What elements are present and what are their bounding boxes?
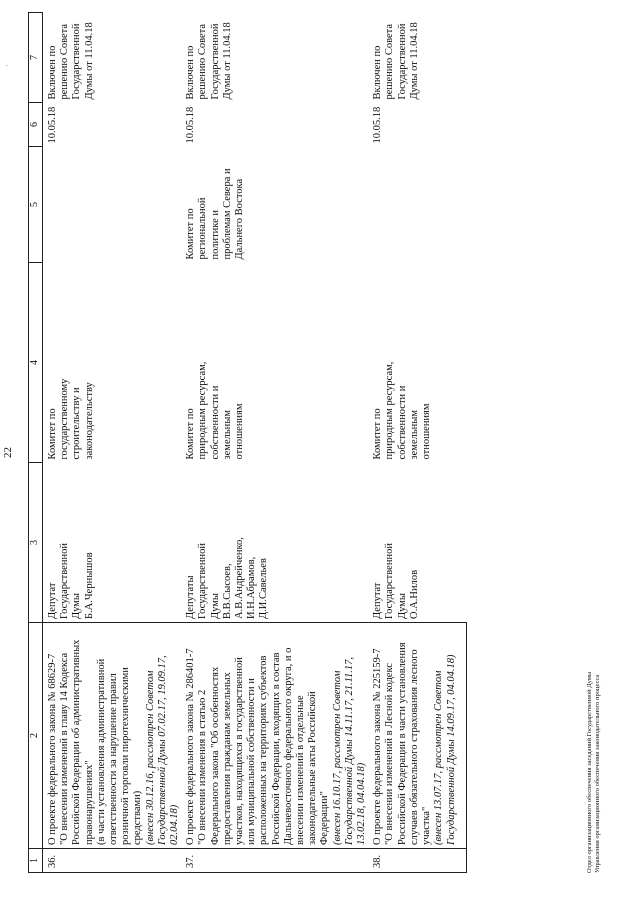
- decision-note-line: решению Совета: [197, 23, 209, 100]
- column-header: 2: [29, 623, 43, 849]
- responsible-committee-line: Комитет по: [185, 408, 197, 460]
- authors-line: Д.И.Савельев: [258, 558, 270, 619]
- decision-note-line: Думы от 11.04.18: [408, 22, 420, 100]
- bill-note-line: Государственной Думы 07.02.17, 19.09.17,: [156, 655, 168, 845]
- decision-note-line: решению Совета: [384, 23, 396, 100]
- bill-title-line: расположенных на территориях субъектов: [258, 655, 270, 845]
- authors-line: Б.А.Чернышов: [83, 552, 95, 619]
- bill-title-line: "О внесении изменений в главу 14 Кодекса: [59, 652, 71, 845]
- column-header: 3: [29, 463, 43, 623]
- bill-title-line: "О внесении изменений в Лесной кодекс: [384, 663, 396, 845]
- bill-title-line: средствами): [132, 790, 144, 845]
- column-header: 7: [29, 13, 43, 103]
- bill-note-line: 13.02.18, 04.04.18): [356, 762, 368, 845]
- bill-title-line: Дальневосточного федерального округа, и о: [282, 647, 294, 845]
- bill-title: [43, 623, 182, 849]
- bill-note-line: (внесен 16.10.17, рассмотрен Советом: [331, 670, 343, 845]
- table-row: [368, 13, 466, 873]
- row-number: 38.: [368, 849, 466, 873]
- co-executor-committee-line: Дальнего Востока: [234, 178, 246, 260]
- responsible-committee-line: строительству и: [71, 387, 83, 460]
- deadline-date: 10.05.18: [47, 106, 58, 144]
- responsible-committee-line: собственности и: [209, 385, 221, 460]
- decision-note-line: Думы от 11.04.18: [221, 22, 233, 100]
- bill-note-line: (внесен 30.12.16, рассмотрен Советом: [144, 670, 156, 845]
- responsible-committee-line: Комитет по: [372, 408, 384, 460]
- bill-note-line: (внесен 13.07.17, рассмотрен Советом: [433, 670, 445, 845]
- bill-title: [368, 623, 466, 849]
- authors-line: Думы: [71, 593, 83, 619]
- deadline-date: 10.05.18: [372, 106, 384, 144]
- decision-note-line: Государственной: [396, 23, 408, 100]
- authors-line: А.В.Андрейченко,: [234, 537, 246, 619]
- bill-title-line: предоставления гражданам земельных: [221, 672, 233, 845]
- bill-title-line: Российской Федерации в части установления: [396, 642, 408, 845]
- decision-note-line: Включен по: [372, 45, 384, 100]
- footer-line: Управления организационного обеспечения законодательного процесса: [594, 674, 601, 873]
- decision-note: [368, 13, 466, 103]
- authors: [181, 463, 368, 623]
- column-header: 6: [29, 103, 43, 147]
- authors-line: Думы: [209, 593, 221, 619]
- authors-line: В.В.Сысоев,: [221, 563, 233, 619]
- responsible-committee-line: отношениям: [234, 403, 246, 460]
- bill-title-line: правонарушениях": [83, 760, 95, 845]
- bill-note-line: Государственной Думы 14.11.17, 21.11.17,: [343, 656, 355, 845]
- responsible-committee-line: отношениям: [421, 403, 433, 460]
- stray-mark: ·: [3, 64, 12, 67]
- decision-note-line: Думы от 11.04.18: [83, 22, 95, 100]
- decision-note: [181, 13, 368, 103]
- authors-line: И.Н.Абрамов,: [246, 556, 258, 619]
- bill-title-line: (в части установления административной: [95, 658, 107, 845]
- bill-title-line: О проекте федерального закона № 225159-7: [372, 648, 384, 845]
- column-header: 5: [29, 147, 43, 263]
- authors-line: О.А.Нилов: [408, 569, 420, 619]
- bill-title-line: случаев обязательного страхования лесного: [408, 649, 420, 845]
- page-number: 22: [2, 447, 14, 458]
- bill-title-line: законодательные акты Российской: [307, 691, 319, 845]
- authors: [368, 463, 466, 623]
- authors: [43, 463, 182, 623]
- bill-title-line: Федерального закона "Об особенностях: [209, 666, 221, 845]
- bill-note-line: 02.04.18): [169, 804, 181, 845]
- agenda-table: [28, 12, 467, 873]
- co-executor-committee-line: Комитет по: [185, 208, 197, 260]
- row-number: 36.: [43, 849, 182, 873]
- bill-title-line: ответственности за нарушение правил: [108, 673, 120, 845]
- responsible-committee-line: государственному: [59, 378, 71, 460]
- deadline-date: 10.05.18: [185, 106, 197, 144]
- responsible-committee-line: земельным: [408, 410, 420, 460]
- bill-title-line: Российской Федерации об административных: [71, 639, 83, 845]
- table-header-row: [29, 13, 43, 873]
- bill-title-line: О проекте федерального закона № 286401-7: [185, 648, 197, 845]
- decision-note-line: Государственной: [71, 23, 83, 100]
- co-executor-committee-line: региональной: [197, 197, 209, 260]
- bill-title-line: розничной торговли пиротехническими: [120, 667, 132, 845]
- decision-note-line: решению Совета: [59, 23, 71, 100]
- authors-line: Государственной: [197, 543, 209, 619]
- responsible-committee-line: земельным: [221, 410, 233, 460]
- row-number: 37.: [181, 849, 368, 873]
- bill-title-line: или муниципальной собственности и: [246, 678, 258, 845]
- responsible-committee-line: природным ресурсам,: [384, 361, 396, 460]
- decision-note: [43, 13, 182, 103]
- bill-note-line: Государственной Думы 14.09.17, 04.04.18): [445, 654, 457, 845]
- authors-line: Депутат: [372, 582, 384, 619]
- column-header: 4: [29, 263, 43, 463]
- column-header: 1: [29, 849, 43, 873]
- bill-title-line: О проекте федерального закона № 68629-7: [47, 653, 58, 845]
- decision-note-line: Включен по: [185, 45, 197, 100]
- bill-title-line: Российской Федерации, входящих в состав: [270, 652, 282, 845]
- co-executor-committee: [43, 147, 182, 263]
- bill-title-line: Федерации": [319, 791, 331, 845]
- authors-line: Думы: [396, 593, 408, 619]
- footer-line: Отдел организационного обеспечения заседаний Государственной Думы: [586, 671, 593, 873]
- responsible-committee-line: собственности и: [396, 385, 408, 460]
- decision-note-line: Включен по: [47, 45, 58, 100]
- responsible-committee: [43, 263, 182, 463]
- responsible-committee-line: Комитет по: [47, 408, 58, 460]
- co-executor-committee: [368, 147, 466, 263]
- decision-note-line: Государственной: [209, 23, 221, 100]
- footer: [586, 672, 602, 873]
- responsible-committee-line: природным ресурсам,: [197, 361, 209, 460]
- bill-title-line: "О внесении изменения в статью 2: [197, 689, 209, 845]
- responsible-committee-line: законодательству: [83, 382, 95, 460]
- responsible-committee: [181, 263, 368, 463]
- bill-title: [181, 623, 368, 849]
- responsible-committee: [368, 263, 466, 463]
- bill-title-line: участков, находящихся в государственной: [234, 657, 246, 845]
- co-executor-committee-line: проблемам Севера и: [221, 168, 233, 260]
- authors-line: Депутаты: [185, 575, 197, 619]
- table-row: [43, 13, 182, 873]
- authors-line: Государственной: [59, 543, 71, 619]
- bill-title-line: участка": [421, 806, 433, 845]
- co-executor-committee: [181, 147, 368, 263]
- authors-line: Государственной: [384, 543, 396, 619]
- co-executor-committee-line: политике и: [209, 209, 221, 260]
- table-row: [181, 13, 368, 873]
- bill-title-line: внесении изменений в отдельные: [295, 695, 307, 845]
- authors-line: Депутат: [47, 582, 58, 619]
